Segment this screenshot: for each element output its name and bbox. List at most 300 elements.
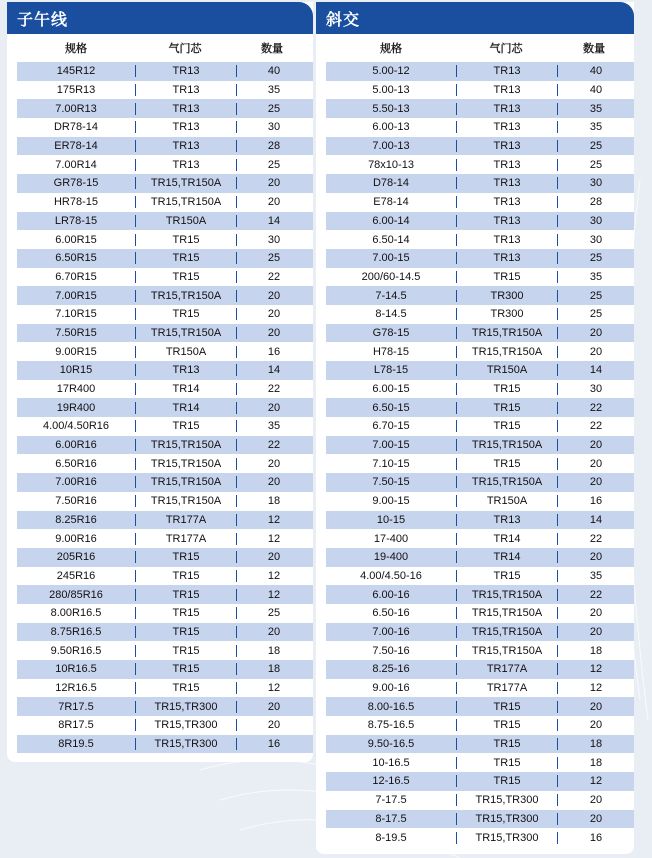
valve-cell: TR15 <box>136 308 237 320</box>
table-row <box>17 417 313 436</box>
quantity-cell: 14 <box>589 513 603 526</box>
radial-panel <box>7 2 313 762</box>
table-row <box>17 118 313 137</box>
size-cell: 8-14.5 <box>326 308 457 320</box>
table-row <box>17 660 313 679</box>
quantity-cell: 25 <box>589 158 603 171</box>
table-row <box>17 623 313 642</box>
quantity-cell: 20 <box>589 625 603 638</box>
quantity-cell: 35 <box>589 102 603 115</box>
size-cell: L78-15 <box>326 364 457 376</box>
valve-cell: TR13 <box>457 514 558 526</box>
valve-cell: TR15 <box>457 719 558 731</box>
size-cell: 6.50R15 <box>17 252 136 264</box>
size-cell: 9.00-16 <box>326 682 457 694</box>
table-row <box>326 212 634 231</box>
size-cell: 6.50-16 <box>326 607 457 619</box>
quantity-cell: 20 <box>589 551 603 564</box>
table-row <box>326 623 634 642</box>
quantity-cell: 12 <box>589 775 603 788</box>
quantity-cell: 20 <box>267 700 281 713</box>
table-row <box>326 137 634 156</box>
size-cell: 9.00R16 <box>17 533 136 545</box>
size-cell: 10R16.5 <box>17 663 136 675</box>
valve-cell: TR15 <box>457 420 558 432</box>
table-row <box>326 361 634 380</box>
size-cell: 7.00-15 <box>326 439 457 451</box>
table-row <box>326 753 634 772</box>
size-cell: 7.00R13 <box>17 103 136 115</box>
size-cell: 12-16.5 <box>326 775 457 787</box>
size-cell: HR78-15 <box>17 196 136 208</box>
size-cell: 7.50R16 <box>17 495 136 507</box>
quantity-cell: 20 <box>267 177 281 190</box>
quantity-cell: 35 <box>589 270 603 283</box>
size-cell: 7.00-16 <box>326 626 457 638</box>
radial-title: 子午线 <box>17 9 69 29</box>
valve-cell: TR15,TR150A <box>136 439 237 451</box>
valve-cell: TR15,TR150A <box>136 290 237 302</box>
size-cell: 280/85R16 <box>17 589 136 601</box>
valve-cell: TR13 <box>136 364 237 376</box>
size-cell: H78-15 <box>326 346 457 358</box>
quantity-cell: 40 <box>589 84 603 97</box>
size-cell: 205R16 <box>17 551 136 563</box>
valve-cell: TR14 <box>136 383 237 395</box>
quantity-cell: 16 <box>589 831 603 844</box>
quantity-cell: 20 <box>589 719 603 732</box>
valve-cell: TR15 <box>136 663 237 675</box>
size-cell: 10-15 <box>326 514 457 526</box>
table-row <box>17 324 313 343</box>
table-row <box>326 155 634 174</box>
size-cell: ER78-14 <box>17 140 136 152</box>
table-row <box>326 810 634 829</box>
quantity-cell: 25 <box>589 140 603 153</box>
table-row <box>326 735 634 754</box>
table-row <box>17 454 313 473</box>
valve-cell: TR15,TR150A <box>457 476 558 488</box>
valve-cell: TR15,TR300 <box>136 738 237 750</box>
quantity-cell: 20 <box>589 457 603 470</box>
size-cell: 8.00-16.5 <box>326 701 457 713</box>
quantity-cell: 35 <box>267 420 281 433</box>
valve-cell: TR15,TR150A <box>457 327 558 339</box>
radial-header-size: 规格 <box>65 42 87 55</box>
quantity-cell: 35 <box>589 569 603 582</box>
valve-cell: TR177A <box>136 533 237 545</box>
quantity-cell: 20 <box>589 700 603 713</box>
quantity-cell: 28 <box>267 140 281 153</box>
bias-panel-header <box>316 2 634 34</box>
valve-cell: TR15 <box>457 271 558 283</box>
table-row <box>17 342 313 361</box>
table-row <box>326 772 634 791</box>
table-row <box>326 342 634 361</box>
size-cell: 7.10-15 <box>326 458 457 470</box>
valve-cell: TR177A <box>457 663 558 675</box>
valve-cell: TR150A <box>136 346 237 358</box>
quantity-cell: 20 <box>589 812 603 825</box>
valve-cell: TR15,TR300 <box>457 794 558 806</box>
size-cell: 6.50R16 <box>17 458 136 470</box>
size-cell: 9.00R15 <box>17 346 136 358</box>
valve-cell: TR15 <box>136 234 237 246</box>
table-row <box>17 212 313 231</box>
quantity-cell: 40 <box>267 65 281 78</box>
valve-cell: TR15,TR150A <box>136 177 237 189</box>
quantity-cell: 20 <box>267 308 281 321</box>
table-row <box>326 99 634 118</box>
valve-cell: TR150A <box>457 495 558 507</box>
quantity-cell: 30 <box>589 233 603 246</box>
table-row <box>17 99 313 118</box>
table-row <box>326 81 634 100</box>
valve-cell: TR15,TR150A <box>136 495 237 507</box>
bias-header-qty: 数量 <box>583 42 605 55</box>
quantity-cell: 16 <box>267 738 281 751</box>
quantity-cell: 22 <box>589 420 603 433</box>
quantity-cell: 22 <box>267 270 281 283</box>
valve-cell: TR15,TR150A <box>136 196 237 208</box>
table-row <box>326 436 634 455</box>
valve-cell: TR300 <box>457 290 558 302</box>
valve-cell: TR15 <box>136 570 237 582</box>
valve-cell: TR13 <box>136 84 237 96</box>
valve-cell: TR15 <box>457 738 558 750</box>
valve-cell: TR15 <box>136 645 237 657</box>
size-cell: 7.50-16 <box>326 645 457 657</box>
size-cell: 10-16.5 <box>326 757 457 769</box>
quantity-cell: 25 <box>267 252 281 265</box>
table-row <box>326 511 634 530</box>
size-cell: 7.00-13 <box>326 140 457 152</box>
valve-cell: TR14 <box>457 551 558 563</box>
quantity-cell: 18 <box>267 644 281 657</box>
quantity-cell: 20 <box>267 719 281 732</box>
valve-cell: TR15 <box>136 271 237 283</box>
quantity-cell: 25 <box>589 289 603 302</box>
table-row <box>326 380 634 399</box>
size-cell: 7.00R14 <box>17 159 136 171</box>
valve-cell: TR15,TR150A <box>136 327 237 339</box>
size-cell: 5.00-13 <box>326 84 457 96</box>
quantity-cell: 20 <box>267 196 281 209</box>
valve-cell: TR15,TR300 <box>136 719 237 731</box>
table-row <box>17 679 313 698</box>
valve-cell: TR15,TR150A <box>457 346 558 358</box>
size-cell: 145R12 <box>17 65 136 77</box>
size-cell: 200/60-14.5 <box>326 271 457 283</box>
quantity-cell: 22 <box>589 532 603 545</box>
quantity-cell: 25 <box>589 308 603 321</box>
table-row <box>326 585 634 604</box>
size-cell: E78-14 <box>326 196 457 208</box>
valve-cell: TR15 <box>136 252 237 264</box>
table-row <box>17 735 313 754</box>
size-cell: 7-17.5 <box>326 794 457 806</box>
size-cell: 4.00/4.50R16 <box>17 420 136 432</box>
size-cell: 6.00-16 <box>326 589 457 601</box>
valve-cell: TR15 <box>457 570 558 582</box>
bias-table <box>326 62 634 847</box>
size-cell: 6.50-15 <box>326 402 457 414</box>
table-row <box>326 492 634 511</box>
size-cell: 7R17.5 <box>17 701 136 713</box>
valve-cell: TR150A <box>457 364 558 376</box>
table-row <box>17 62 313 81</box>
quantity-cell: 18 <box>267 663 281 676</box>
size-cell: 6.50-14 <box>326 234 457 246</box>
table-row <box>17 567 313 586</box>
radial-header-valve: 气门芯 <box>168 42 202 55</box>
quantity-cell: 20 <box>267 289 281 302</box>
table-row <box>17 436 313 455</box>
table-row <box>17 268 313 287</box>
table-row <box>326 697 634 716</box>
quantity-cell: 14 <box>267 364 281 377</box>
size-cell: 8.25-16 <box>326 663 457 675</box>
radial-panel-header <box>7 2 313 34</box>
size-cell: 8.75R16.5 <box>17 626 136 638</box>
quantity-cell: 20 <box>589 326 603 339</box>
size-cell: 5.50-13 <box>326 103 457 115</box>
quantity-cell: 30 <box>267 233 281 246</box>
size-cell: 7.10R15 <box>17 308 136 320</box>
valve-cell: TR15,TR150A <box>457 645 558 657</box>
table-row <box>17 511 313 530</box>
valve-cell: TR15,TR150A <box>457 589 558 601</box>
table-row <box>17 604 313 623</box>
table-row <box>326 193 634 212</box>
quantity-cell: 25 <box>589 252 603 265</box>
quantity-cell: 22 <box>589 588 603 601</box>
bias-panel <box>316 2 634 854</box>
table-row <box>17 641 313 660</box>
valve-cell: TR15 <box>136 589 237 601</box>
quantity-cell: 20 <box>589 607 603 620</box>
table-row <box>17 585 313 604</box>
valve-cell: TR13 <box>457 140 558 152</box>
size-cell: 6.00-13 <box>326 121 457 133</box>
quantity-cell: 12 <box>267 513 281 526</box>
valve-cell: TR13 <box>457 84 558 96</box>
size-cell: 8-17.5 <box>326 813 457 825</box>
quantity-cell: 12 <box>589 663 603 676</box>
valve-cell: TR15 <box>136 420 237 432</box>
quantity-cell: 12 <box>267 569 281 582</box>
valve-cell: TR15,TR150A <box>136 458 237 470</box>
valve-cell: TR13 <box>136 121 237 133</box>
bias-header-valve: 气门芯 <box>489 42 523 55</box>
size-cell: DR78-14 <box>17 121 136 133</box>
valve-cell: TR15 <box>457 775 558 787</box>
quantity-cell: 22 <box>589 401 603 414</box>
table-row <box>17 137 313 156</box>
table-row <box>326 305 634 324</box>
size-cell: 6.00-15 <box>326 383 457 395</box>
table-row <box>326 324 634 343</box>
table-row <box>326 62 634 81</box>
table-row <box>17 380 313 399</box>
quantity-cell: 20 <box>589 794 603 807</box>
bias-header-size: 规格 <box>380 42 402 55</box>
size-cell: 8-19.5 <box>326 832 457 844</box>
size-cell: 7.00R15 <box>17 290 136 302</box>
valve-cell: TR13 <box>136 103 237 115</box>
valve-cell: TR14 <box>136 402 237 414</box>
valve-cell: TR13 <box>457 196 558 208</box>
size-cell: 5.00-12 <box>326 65 457 77</box>
table-row <box>326 567 634 586</box>
quantity-cell: 22 <box>267 439 281 452</box>
quantity-cell: 25 <box>267 102 281 115</box>
size-cell: 6.00R16 <box>17 439 136 451</box>
size-cell: 8R17.5 <box>17 719 136 731</box>
table-row <box>17 398 313 417</box>
size-cell: 9.00-15 <box>326 495 457 507</box>
quantity-cell: 35 <box>589 121 603 134</box>
size-cell: 12R16.5 <box>17 682 136 694</box>
quantity-cell: 22 <box>267 383 281 396</box>
table-row <box>326 660 634 679</box>
table-row <box>326 118 634 137</box>
quantity-cell: 40 <box>589 65 603 78</box>
table-row <box>326 454 634 473</box>
table-row <box>17 230 313 249</box>
size-cell: 8.75-16.5 <box>326 719 457 731</box>
table-row <box>326 398 634 417</box>
table-row <box>326 604 634 623</box>
table-row <box>17 155 313 174</box>
table-row <box>326 548 634 567</box>
valve-cell: TR15 <box>136 682 237 694</box>
table-row <box>17 286 313 305</box>
size-cell: 10R15 <box>17 364 136 376</box>
valve-cell: TR15 <box>136 626 237 638</box>
size-cell: D78-14 <box>326 177 457 189</box>
valve-cell: TR14 <box>457 533 558 545</box>
size-cell: 8R19.5 <box>17 738 136 750</box>
table-row <box>17 81 313 100</box>
quantity-cell: 14 <box>589 364 603 377</box>
table-row <box>326 679 634 698</box>
valve-cell: TR15,TR150A <box>457 607 558 619</box>
valve-cell: TR15,TR300 <box>457 813 558 825</box>
valve-cell: TR13 <box>457 65 558 77</box>
table-row <box>17 305 313 324</box>
quantity-cell: 16 <box>589 495 603 508</box>
quantity-cell: 20 <box>267 551 281 564</box>
quantity-cell: 12 <box>267 588 281 601</box>
table-row <box>326 174 634 193</box>
table-row <box>326 249 634 268</box>
size-cell: 17R400 <box>17 383 136 395</box>
valve-cell: TR13 <box>457 103 558 115</box>
quantity-cell: 30 <box>267 121 281 134</box>
size-cell: 19R400 <box>17 402 136 414</box>
valve-cell: TR13 <box>457 215 558 227</box>
table-row <box>326 529 634 548</box>
valve-cell: TR13 <box>457 252 558 264</box>
quantity-cell: 20 <box>589 345 603 358</box>
quantity-cell: 30 <box>589 177 603 190</box>
valve-cell: TR177A <box>457 682 558 694</box>
quantity-cell: 30 <box>589 214 603 227</box>
quantity-cell: 25 <box>267 158 281 171</box>
valve-cell: TR150A <box>136 215 237 227</box>
radial-column-headers <box>17 34 313 62</box>
size-cell: 7.00-15 <box>326 252 457 264</box>
table-row <box>326 641 634 660</box>
quantity-cell: 18 <box>589 756 603 769</box>
quantity-cell: 20 <box>589 439 603 452</box>
table-row <box>326 473 634 492</box>
radial-table <box>17 62 313 753</box>
radial-header-qty: 数量 <box>261 42 283 55</box>
valve-cell: TR15 <box>136 607 237 619</box>
quantity-cell: 20 <box>267 625 281 638</box>
size-cell: 19-400 <box>326 551 457 563</box>
table-row <box>17 548 313 567</box>
valve-cell: TR13 <box>457 234 558 246</box>
quantity-cell: 25 <box>267 607 281 620</box>
size-cell: 8.00R16.5 <box>17 607 136 619</box>
size-cell: 7-14.5 <box>326 290 457 302</box>
size-cell: 9.50-16.5 <box>326 738 457 750</box>
size-cell: G78-15 <box>326 327 457 339</box>
valve-cell: TR13 <box>136 140 237 152</box>
size-cell: 7.50R15 <box>17 327 136 339</box>
quantity-cell: 18 <box>267 495 281 508</box>
table-row <box>17 249 313 268</box>
valve-cell: TR13 <box>457 121 558 133</box>
quantity-cell: 20 <box>267 401 281 414</box>
table-row <box>17 529 313 548</box>
quantity-cell: 18 <box>589 644 603 657</box>
table-row <box>326 791 634 810</box>
valve-cell: TR15,TR300 <box>136 701 237 713</box>
quantity-cell: 16 <box>267 345 281 358</box>
quantity-cell: 12 <box>267 532 281 545</box>
size-cell: 8.25R16 <box>17 514 136 526</box>
size-cell: 175R13 <box>17 84 136 96</box>
bias-column-headers <box>326 34 634 62</box>
table-row <box>17 174 313 193</box>
valve-cell: TR15,TR300 <box>457 832 558 844</box>
quantity-cell: 12 <box>267 682 281 695</box>
table-row <box>326 828 634 847</box>
size-cell: 17-400 <box>326 533 457 545</box>
valve-cell: TR15,TR150A <box>457 439 558 451</box>
table-row <box>326 286 634 305</box>
valve-cell: TR15,TR150A <box>136 476 237 488</box>
size-cell: 6.00-14 <box>326 215 457 227</box>
size-cell: GR78-15 <box>17 177 136 189</box>
table-row <box>326 268 634 287</box>
quantity-cell: 20 <box>267 326 281 339</box>
size-cell: 7.00R16 <box>17 476 136 488</box>
valve-cell: TR15 <box>457 757 558 769</box>
bias-title: 斜交 <box>326 9 361 29</box>
size-cell: 245R16 <box>17 570 136 582</box>
quantity-cell: 35 <box>267 84 281 97</box>
table-row <box>17 473 313 492</box>
quantity-cell: 14 <box>267 214 281 227</box>
table-row <box>326 230 634 249</box>
table-row <box>17 697 313 716</box>
table-row <box>17 361 313 380</box>
